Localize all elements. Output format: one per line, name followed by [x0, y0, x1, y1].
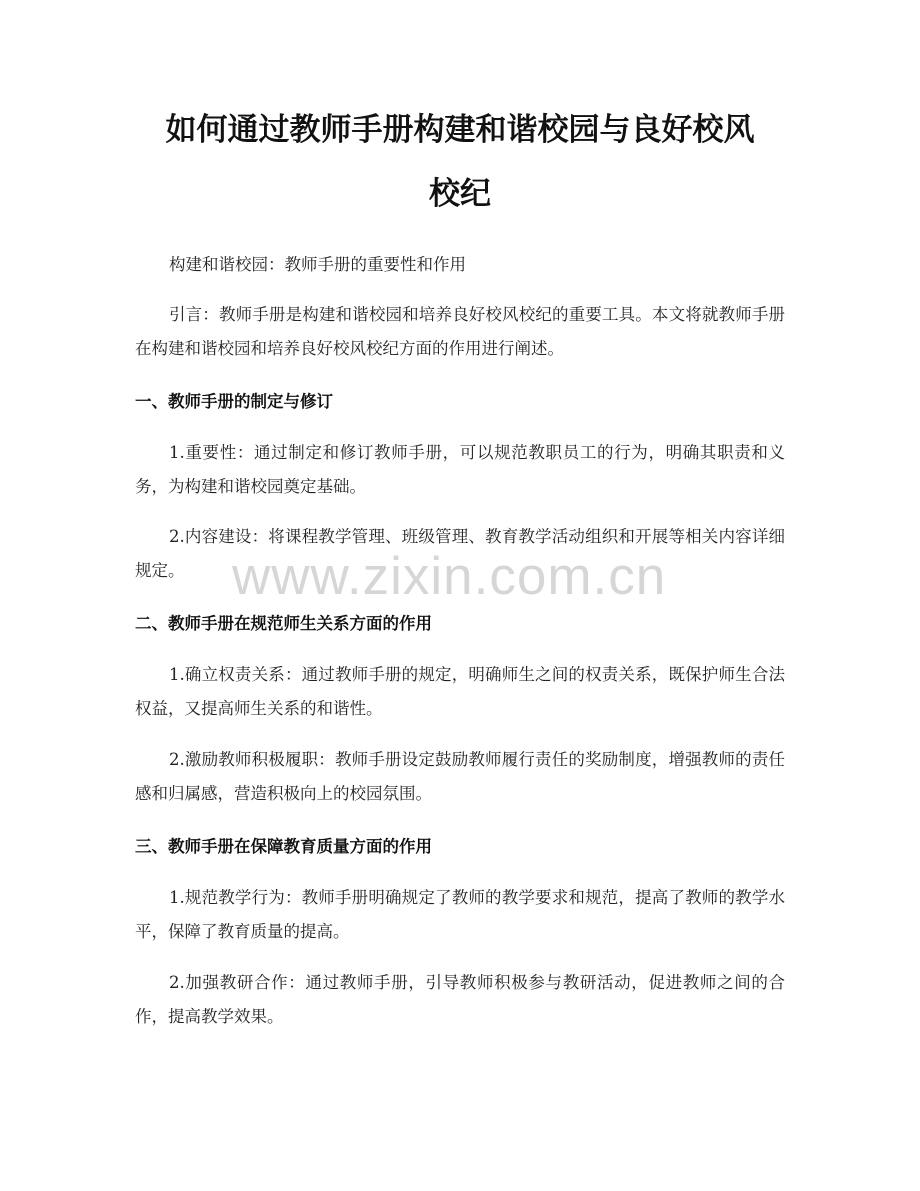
- intro-paragraph: 引言：教师手册是构建和谐校园和培养良好校风校纪的重要工具。本文将就教师手册在构建和谐校园和培养良好校风校纪方面的作用进行阐述。: [135, 305, 785, 358]
- section-heading-2: 二、教师手册在规范师生关系方面的作用: [135, 614, 432, 633]
- section-2-item-2: 2.激励教师积极履职：教师手册设定鼓励教师履行责任的奖励制度，增强教师的责任感和归属感，营造积极向上的校园氛围。: [135, 750, 785, 803]
- document-title-line2: 校纪: [429, 176, 491, 212]
- section-1-item-1: 1.重要性：通过制定和修订教师手册，可以规范教职员工的行为，明确其职责和义务，为构建和谐校园奠定基础。: [135, 443, 785, 496]
- document-title-line1: 如何通过教师手册构建和谐校园与良好校风: [165, 112, 755, 148]
- section-heading-3: 三、教师手册在保障教育质量方面的作用: [135, 837, 432, 856]
- section-heading-1: 一、教师手册的制定与修订: [135, 392, 333, 411]
- watermark-text: www.zixin.com.cn: [232, 547, 667, 606]
- section-1-item-2: 2.内容建设：将课程教学管理、班级管理、教育教学活动组织和开展等相关内容详细规定。: [135, 527, 785, 580]
- section-2-item-1: 1.确立权责关系：通过教师手册的规定，明确师生之间的权责关系，既保护师生合法权益，又提高师生关系的和谐性。: [135, 665, 785, 718]
- document-subtitle: 构建和谐校园：教师手册的重要性和作用: [169, 255, 466, 274]
- section-3-item-1: 1.规范教学行为：教师手册明确规定了教师的教学要求和规范，提高了教师的教学水平，保障了教育质量的提高。: [135, 888, 785, 941]
- section-3-item-2: 2.加强教研合作：通过教师手册，引导教师积极参与教研活动，促进教师之间的合作，提高教学效果。: [135, 973, 785, 1026]
